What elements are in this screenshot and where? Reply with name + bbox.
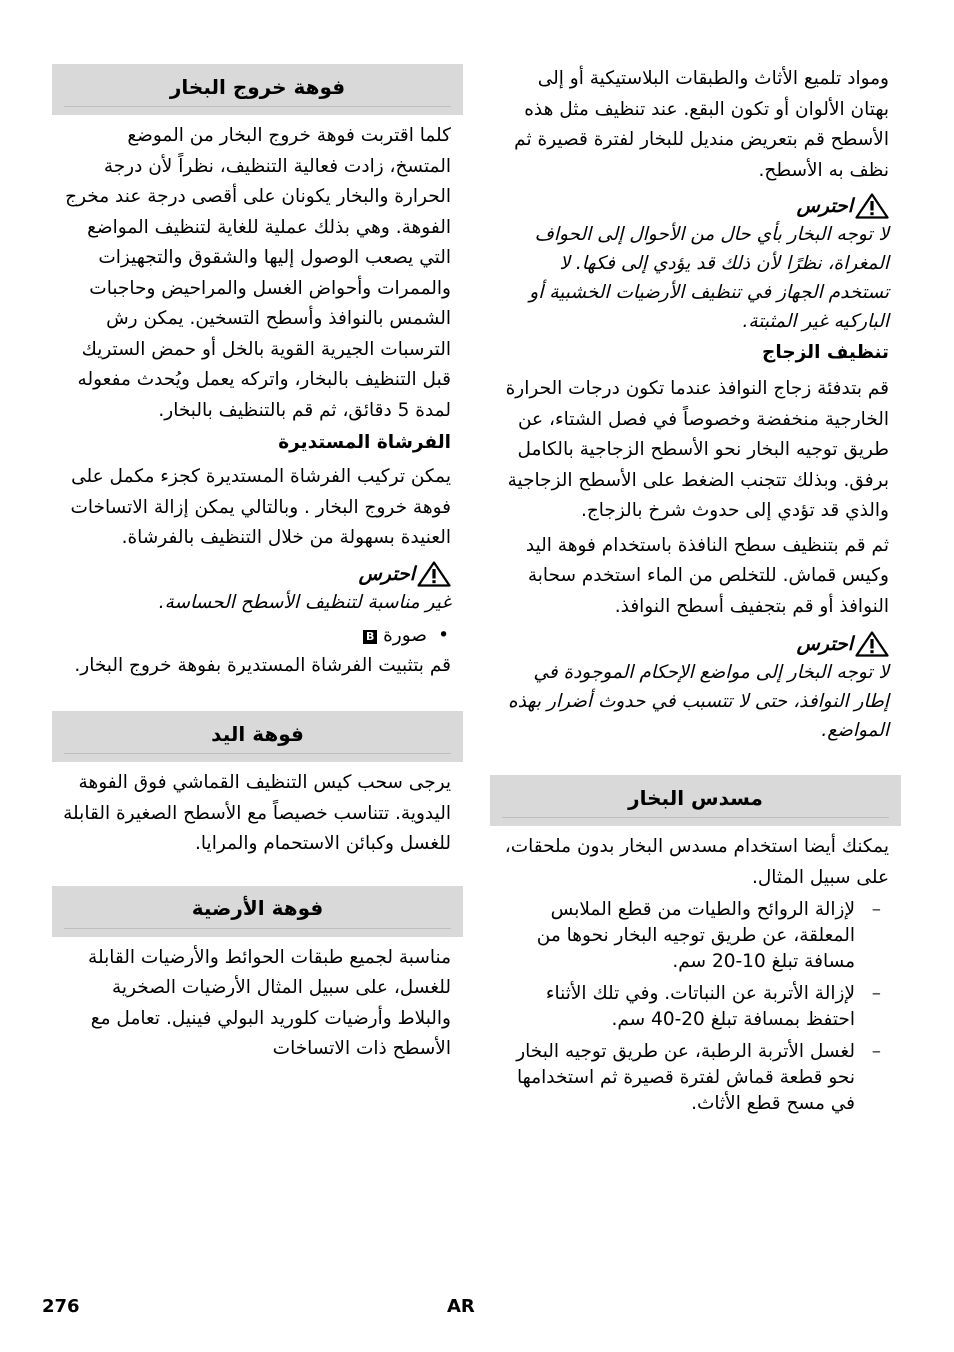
warning-triangle-icon [417,561,451,587]
dash-list [490,897,901,1117]
subheading-round-brush: الفرشاة المستديرة [278,432,451,453]
list-item-text: لإزالة الأتربة عن النباتات. وفي تلك الأثناء احتفظ بمسافة تبلغ 20-40 سم. [545,983,855,1030]
list-item [498,981,889,1033]
list-item [498,897,889,975]
warning-heading [490,192,901,220]
paragraph: يمكنك أيضا استخدام مسدس البخار بدون ملحقات، على سبيل المثال. [504,836,889,888]
warning-heading [490,630,901,658]
dash-marker: – [871,1041,881,1062]
warning-triangle-icon [855,193,889,219]
section-title: فوهة خروج البخار [169,74,346,99]
section-header-steam-gun [490,775,901,826]
section-header-hand-nozzle [52,711,463,762]
warning-label: احترس [796,633,853,655]
paragraph: يرجى سحب كيس التنظيف القماشي فوق الفوهة اليدوية. تتناسب خصيصاً مع الأسطح الصغيرة القابلة للغسل وكبائن الاستحمام والمرايا. [63,772,451,854]
section-title: فوهة اليد [211,721,304,746]
right-column [490,64,901,1123]
bullet-marker: • [438,624,449,646]
warning-label: احترس [796,195,853,217]
left-column [52,64,463,1065]
instruction-text: قم بتثبيت الفرشاة المستديرة بفوهة خروج البخار. [74,654,451,676]
list-item [498,1039,889,1117]
warning-text: لا توجه البخار بأي حال من الأحوال إلى الحواف المغراة، نظرًا لأن ذلك قد يؤدي إلى فكها. لا تستخدم الجهاز في تنظيف الأرضيات الخشبية أو الباركيه غير المثبتة. [529,224,889,332]
warning-text: لا توجه البخار إلى مواضع الإحكام الموجودة في إطار النوافذ، حتى لا تتسبب في حدوث أضرار بهذه المواضع. [507,662,889,741]
warning-triangle-icon [855,631,889,657]
header-rule [64,106,451,107]
paragraph: قم بتدفئة زجاج النوافذ عندما تكون درجات الحرارة الخارجية منخفضة وخصوصاً في فصل الشتاء، عن طريق توجيه البخار نحو الأسطح الزجاجية بالكامل برفق. وبذلك تتجنب الضغط على الأسطح الزجاجية والذي قد تؤدي إلى حدوث شرخ بالزجاج. [505,378,889,521]
paragraph: ثم قم بتنظيف سطح النافذة باستخدام فوهة اليد وكيس قماش. للتخلص من الماء استخدم سحابة النوافذ أو قم بتجفيف أسطح النوافذ. [525,534,889,617]
list-item-text: لغسل الأتربة الرطبة، عن طريق توجيه البخار نحو قطعة قماش لفترة قصيرة ثم استخدامها في مسح قطع الأثاث. [516,1041,855,1114]
dash-marker: – [871,983,881,1004]
header-rule [64,928,451,929]
header-rule [64,753,451,754]
paragraph: كلما اقتربت فوهة خروج البخار من الموضع المتسخ، زادت فعالية التنظيف، نظراً لأن درجة الحرارة والبخار يكونان على أقصى درجة عند مخرج الفوهة. وهي بذلك عملية للغاية لتنظيف المواضع التي يصعب الوصول إليها والشقوق والتجهيزات والممرات وأحواض الغسل والمراحيض وحاجبات الشمس بالنوافذ وأسطح التسخين. يمكن رش الترسبات الجيرية القوية بالخل أو حمض الستريك قبل التنظيف بالبخار، واتركه يعمل ويُحدث مفعوله لمدة 5 دقائق، ثم قم بالتنظيف بالبخار. [65,125,451,421]
warning-heading [52,560,463,588]
section-title: مسدس البخار [628,785,763,810]
subheading-glass-cleaning: تنظيف الزجاج [762,342,889,363]
header-rule [502,817,889,818]
language-code: AR [447,1296,475,1317]
page-number: 276 [42,1296,80,1317]
list-item [60,621,451,651]
section-header-floor-nozzle [52,886,463,937]
paragraph: مناسبة لجميع طبقات الحوائط والأرضيات القابلة للغسل، على سبيل المثال الأرضيات الصخرية والبلاط وأرضيات كلوريد البولي فينيل. تعامل مع الأسطح ذات الاتساخات [88,946,451,1059]
section-title: فوهة الأرضية [191,896,324,920]
warning-label: احترس [358,562,415,585]
figure-reference-label: صورة [383,624,427,646]
paragraph: يمكن تركيب الفرشاة المستديرة كجزء مكمل على فوهة خروج البخار . وبالتالي يمكن إزالة الاتساخات العنيدة بسهولة من خلال التنظيف بالفرشاة. [70,466,451,548]
warning-text: غير مناسبة لتنظيف الأسطح الحساسة. [158,591,451,613]
bullet-list [52,621,463,651]
paragraph: ومواد تلميع الأثاث والطبقات البلاستيكية أو إلى بهتان الألوان أو تكون البقع. عند تنظيف مثل هذه الأسطح قم بتعريض منديل للبخار لفترة قصيرة ثم نظف به الأسطح. [514,68,889,181]
list-item-text: لإزالة الروائح والطيات من قطع الملابس المعلقة، عن طريق توجيه البخار نحوها من مسافة تبلغ 10-20 سم. [536,899,855,972]
dash-marker: – [871,899,881,920]
section-header-steam-nozzle [52,64,463,115]
figure-reference-icon: B [363,630,377,644]
